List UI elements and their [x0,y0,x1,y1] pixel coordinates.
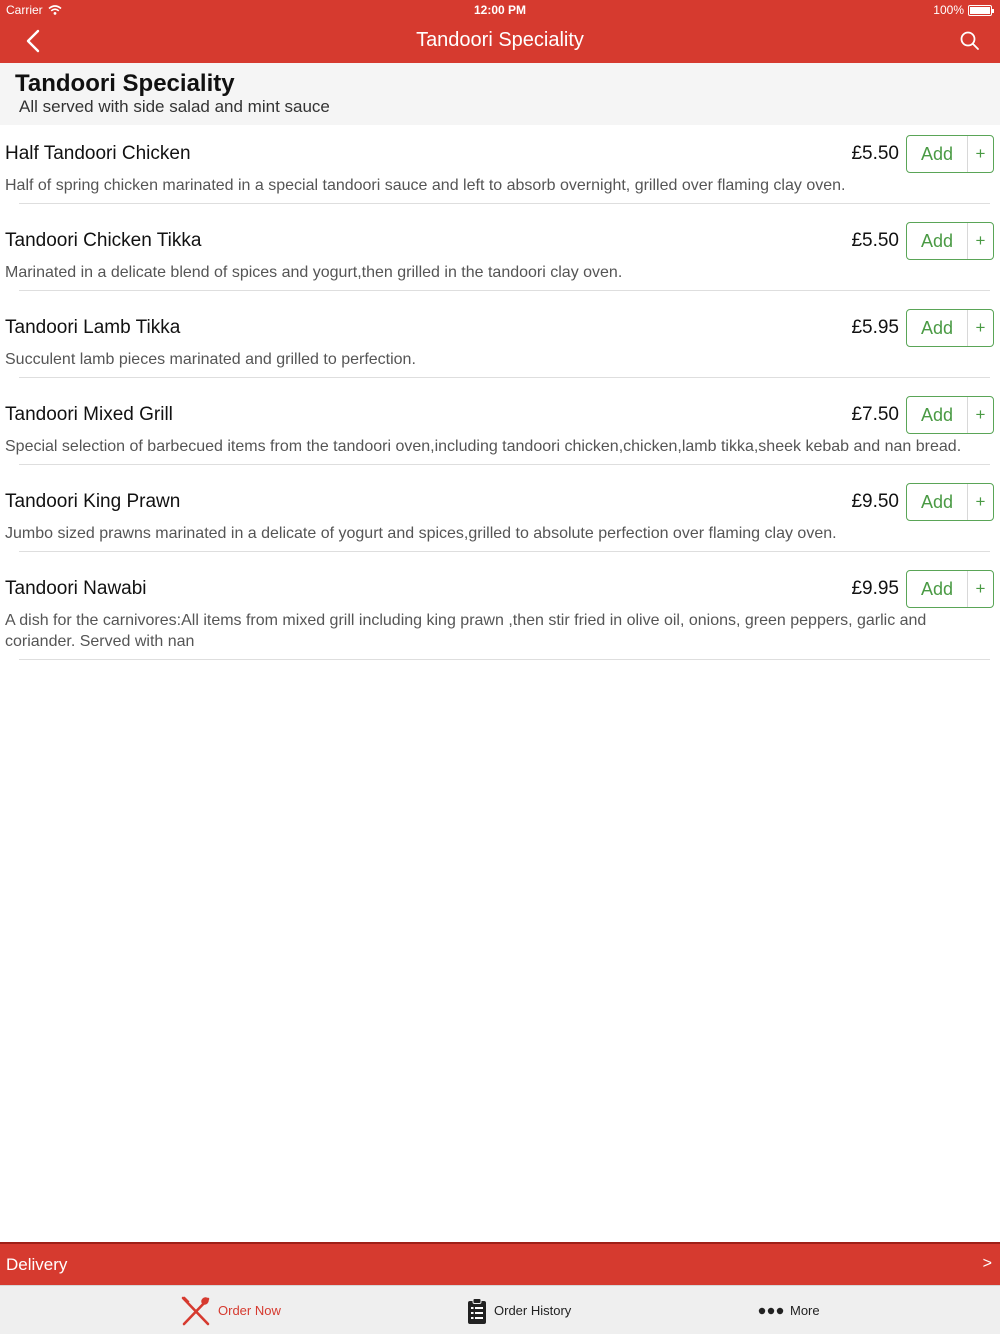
nav-bar [0,20,1000,63]
menu-item [0,212,1000,299]
item-description: Half of spring chicken marinated in a special tandoori sauce and left to absorb overnight, grilled over flaming clay oven. [5,177,846,194]
nav-title: Tandoori Speciality [416,29,584,51]
search-icon [958,30,982,52]
divider [19,659,990,660]
item-name: Tandoori Lamb Tikka [5,317,181,338]
item-description: A dish for the carnivores:All items from mixed grill including king prawn ,then stir fried in olive oil, onions, green peppers, garlic and coriander. Served with nan [5,612,927,650]
add-button-label: Add [920,579,954,599]
menu-item [0,125,1000,212]
plus-icon: + [967,397,993,433]
status-time: 12:00 PM [473,3,527,17]
plus-icon: + [967,310,993,346]
add-to-order-button[interactable] [906,309,994,347]
divider [19,551,990,552]
plus-icon: + [967,571,993,607]
add-button-label: Add [920,231,954,251]
category-title: Tandoori Speciality [15,70,235,97]
tab-order-history[interactable] [466,1286,571,1334]
item-price: £5.50 [851,143,899,164]
clipboard-icon [466,1297,488,1325]
divider [19,464,990,465]
battery-percent: 100% [933,3,964,17]
battery-icon [968,5,992,16]
item-name: Half Tandoori Chicken [5,143,191,164]
tab-bar [0,1285,1000,1334]
add-to-order-button[interactable] [906,570,994,608]
add-button-label: Add [920,405,954,425]
plus-icon: + [967,484,993,520]
plus-icon: + [967,136,993,172]
item-description: Marinated in a delicate blend of spices and yogurt,then grilled in the tandoori clay oven. [5,264,623,281]
category-subtitle: All served with side salad and mint sauce [19,97,330,116]
add-to-order-button[interactable] [906,222,994,260]
item-price: £7.50 [851,404,899,425]
chevron-right-icon: > [982,1255,992,1272]
tab-order-now[interactable] [180,1286,281,1334]
menu-item [0,560,1000,668]
item-price: £9.50 [851,491,899,512]
item-name: Tandoori Mixed Grill [5,404,173,425]
divider [19,290,990,291]
tab-order-history-label: Order History [494,1303,572,1318]
tab-more-label: More [790,1303,820,1318]
item-description: Succulent lamb pieces marinated and grilled to perfection. [5,351,416,368]
plus-icon: + [967,223,993,259]
status-bar [0,0,1000,20]
item-price: £9.95 [851,578,899,599]
item-name: Tandoori King Prawn [5,491,181,512]
item-description: Jumbo sized prawns marinated in a delicate of yogurt and spices,grilled to absolute perfection over flaming clay oven. [5,525,837,542]
add-to-order-button[interactable] [906,483,994,521]
divider [19,203,990,204]
delivery-bar[interactable] [0,1242,1000,1285]
top-bar [0,0,1000,63]
menu-item [0,386,1000,473]
tab-order-now-label: Order Now [218,1303,281,1318]
battery-info [933,3,992,17]
menu-item [0,299,1000,386]
add-button-label: Add [920,144,954,164]
add-to-order-button[interactable] [906,396,994,434]
add-to-order-button[interactable] [906,135,994,173]
add-button-label: Add [920,318,954,338]
item-price: £5.95 [851,317,899,338]
category-header [0,63,1000,125]
carrier-label: Carrier [6,3,43,17]
menu-item [0,473,1000,560]
fork-knife-icon [180,1295,212,1327]
tab-more[interactable] [758,1286,820,1334]
menu-list [0,125,1000,668]
item-name: Tandoori Chicken Tikka [5,230,202,251]
divider [19,377,990,378]
search-button[interactable] [958,30,982,52]
delivery-label: Delivery [6,1255,68,1274]
item-name: Tandoori Nawabi [5,578,147,599]
item-price: £5.50 [851,230,899,251]
add-button-label: Add [920,492,954,512]
ellipsis-icon [758,1306,784,1316]
item-description: Special selection of barbecued items from the tandoori oven,including tandoori chicken,chicken,lamb tikka,sheek kebab and nan bread. [5,438,962,455]
